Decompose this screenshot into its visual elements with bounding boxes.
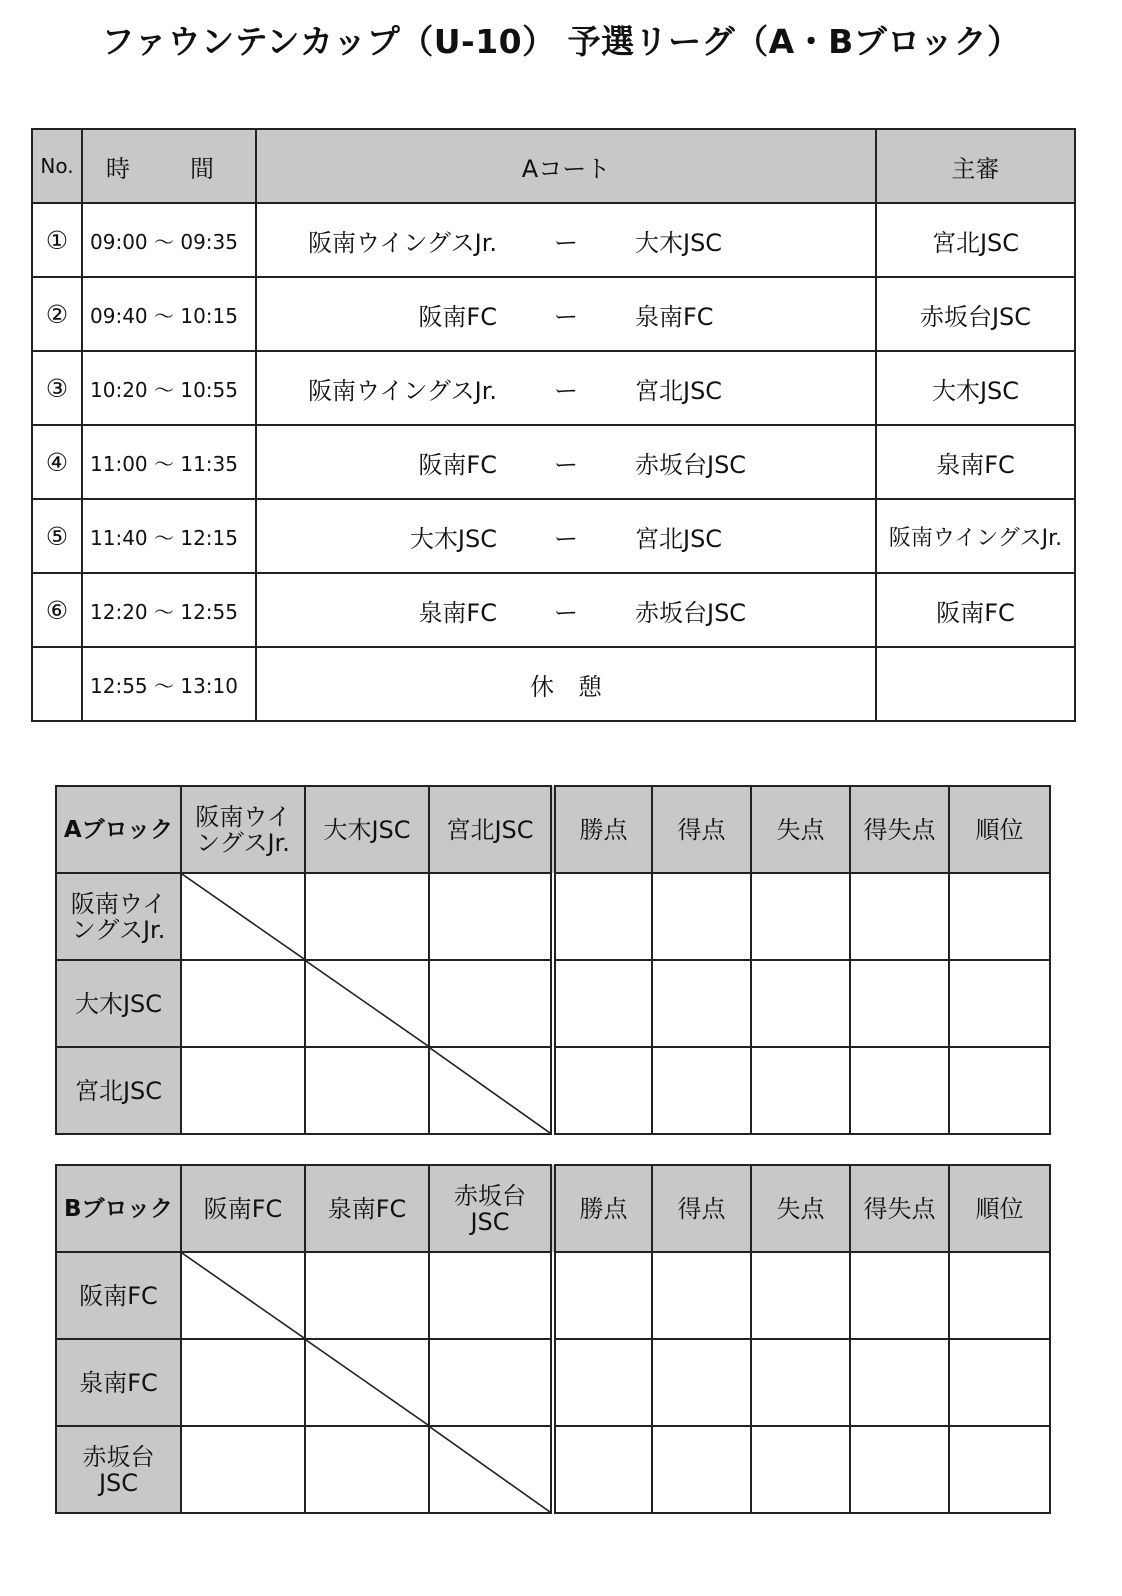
match-time: 11:00 ～ 11:35 (82, 425, 256, 499)
header-no: No. (32, 129, 82, 203)
stat-cell (652, 1426, 751, 1513)
stat-cell (949, 960, 1050, 1047)
match-time: 09:40 ～ 10:15 (82, 277, 256, 351)
match-row (32, 351, 1075, 425)
team-row (56, 873, 1050, 960)
result-cell (181, 960, 305, 1047)
row-team: 泉南FC (56, 1339, 181, 1426)
row-team: 阪南FC (56, 1252, 181, 1339)
versus-dash: ー (554, 302, 578, 331)
result-cell (181, 1426, 305, 1513)
match-number: ② (32, 277, 82, 351)
stat-cell (553, 873, 652, 960)
result-cell (305, 873, 429, 960)
stat-header-goal-diff: 得失点 (850, 1165, 949, 1252)
match-time: 10:20 ～ 10:55 (82, 351, 256, 425)
result-cell (305, 1047, 429, 1134)
stat-header-goals-for: 得点 (652, 1165, 751, 1252)
match-time: 09:00 ～ 09:35 (82, 203, 256, 277)
block-header-row (56, 1165, 1050, 1252)
match-cell (256, 351, 876, 425)
block-header-row (56, 786, 1050, 873)
schedule-table (31, 128, 1076, 722)
schedule-header-row (32, 129, 1075, 203)
match-number: ① (32, 203, 82, 277)
home-team: 阪南ウイングスJr. (308, 376, 497, 405)
diagonal-cell (305, 1339, 429, 1426)
break-label: 休 憩 (256, 647, 876, 721)
stat-cell (652, 1339, 751, 1426)
match-row (32, 573, 1075, 647)
home-team: 阪南FC (418, 450, 497, 479)
row-team: 阪南ウイ ングスJr. (56, 873, 181, 960)
match-number: ④ (32, 425, 82, 499)
stat-cell (751, 960, 850, 1047)
match-cell (256, 499, 876, 573)
match-cell (256, 277, 876, 351)
stat-cell (553, 1047, 652, 1134)
break-row (32, 647, 1075, 721)
stat-cell (751, 1339, 850, 1426)
stat-header-points: 勝点 (553, 786, 652, 873)
page-title: ファウンテンカップ（U-10） 予選リーグ（A・Bブロック） (101, 22, 1021, 61)
match-number: ③ (32, 351, 82, 425)
stat-cell (949, 873, 1050, 960)
stat-cell (553, 1252, 652, 1339)
col-team: 泉南FC (305, 1165, 429, 1252)
row-team: 大木JSC (56, 960, 181, 1047)
stat-cell (949, 1047, 1050, 1134)
diagonal-cell (429, 1426, 553, 1513)
match-number: ⑥ (32, 573, 82, 647)
block-b-table (55, 1164, 1051, 1514)
header-court: Aコート (256, 129, 876, 203)
stat-cell (850, 1252, 949, 1339)
stat-cell (949, 1252, 1050, 1339)
result-cell (305, 1426, 429, 1513)
referee: 泉南FC (876, 425, 1075, 499)
stat-cell (652, 1252, 751, 1339)
stat-header-goals-against: 失点 (751, 1165, 850, 1252)
stat-cell (553, 1426, 652, 1513)
col-team: 宮北JSC (429, 786, 553, 873)
break-number-empty (32, 647, 82, 721)
diagonal-cell (181, 1252, 305, 1339)
stat-cell (652, 960, 751, 1047)
team-row (56, 1339, 1050, 1426)
stat-cell (553, 960, 652, 1047)
stat-header-rank: 順位 (949, 786, 1050, 873)
stat-cell (652, 1047, 751, 1134)
away-team: 大木JSC (635, 228, 723, 257)
result-cell (181, 1047, 305, 1134)
team-row (56, 960, 1050, 1047)
match-row (32, 203, 1075, 277)
stat-cell (751, 1426, 850, 1513)
stat-header-rank: 順位 (949, 1165, 1050, 1252)
match-cell (256, 573, 876, 647)
stat-cell (751, 1252, 850, 1339)
away-team: 赤坂台JSC (635, 598, 747, 627)
block-a-table (55, 785, 1051, 1135)
away-team: 赤坂台JSC (635, 450, 747, 479)
col-team: 赤坂台 JSC (429, 1165, 553, 1252)
match-row (32, 425, 1075, 499)
match-time: 11:40 ～ 12:15 (82, 499, 256, 573)
versus-dash: ー (554, 598, 578, 627)
match-cell (256, 203, 876, 277)
stat-cell (751, 873, 850, 960)
result-cell (181, 1339, 305, 1426)
row-team: 赤坂台 JSC (56, 1426, 181, 1513)
result-cell (429, 1252, 553, 1339)
versus-dash: ー (554, 228, 578, 257)
stat-cell (553, 1339, 652, 1426)
home-team: 泉南FC (418, 598, 497, 627)
col-team: 阪南FC (181, 1165, 305, 1252)
referee: 赤坂台JSC (876, 277, 1075, 351)
stat-cell (850, 873, 949, 960)
stat-cell (850, 960, 949, 1047)
match-time: 12:20 ～ 12:55 (82, 573, 256, 647)
break-referee-empty (876, 647, 1075, 721)
stat-cell (751, 1047, 850, 1134)
team-row (56, 1426, 1050, 1513)
row-team: 宮北JSC (56, 1047, 181, 1134)
match-row (32, 277, 1075, 351)
diagonal-cell (305, 960, 429, 1047)
team-row (56, 1252, 1050, 1339)
diagonal-cell (429, 1047, 553, 1134)
home-team: 阪南FC (418, 302, 497, 331)
versus-dash: ー (554, 524, 578, 553)
versus-dash: ー (554, 376, 578, 405)
header-referee: 主審 (876, 129, 1075, 203)
stat-cell (652, 873, 751, 960)
block-label: Bブロック (56, 1165, 181, 1252)
home-team: 大木JSC (409, 524, 497, 553)
result-cell (429, 873, 553, 960)
stat-cell (850, 1426, 949, 1513)
team-row (56, 1047, 1050, 1134)
stat-cell (949, 1426, 1050, 1513)
header-time: 時 間 (82, 129, 256, 203)
referee: 阪南ウイングスJr. (876, 499, 1075, 573)
break-time: 12:55 ～ 13:10 (82, 647, 256, 721)
stat-header-points: 勝点 (553, 1165, 652, 1252)
result-cell (305, 1252, 429, 1339)
result-cell (429, 960, 553, 1047)
stat-header-goal-diff: 得失点 (850, 786, 949, 873)
match-number: ⑤ (32, 499, 82, 573)
col-team: 阪南ウイ ングスJr. (181, 786, 305, 873)
stat-header-goals-for: 得点 (652, 786, 751, 873)
referee: 宮北JSC (876, 203, 1075, 277)
stat-cell (949, 1339, 1050, 1426)
stat-cell (850, 1339, 949, 1426)
stat-header-goals-against: 失点 (751, 786, 850, 873)
col-team: 大木JSC (305, 786, 429, 873)
away-team: 宮北JSC (635, 524, 723, 553)
match-cell (256, 425, 876, 499)
referee: 大木JSC (876, 351, 1075, 425)
diagonal-cell (181, 873, 305, 960)
match-row (32, 499, 1075, 573)
versus-dash: ー (554, 450, 578, 479)
result-cell (429, 1339, 553, 1426)
away-team: 泉南FC (635, 302, 714, 331)
away-team: 宮北JSC (635, 376, 723, 405)
stat-cell (850, 1047, 949, 1134)
referee: 阪南FC (876, 573, 1075, 647)
home-team: 阪南ウイングスJr. (308, 228, 497, 257)
block-label: Aブロック (56, 786, 181, 873)
